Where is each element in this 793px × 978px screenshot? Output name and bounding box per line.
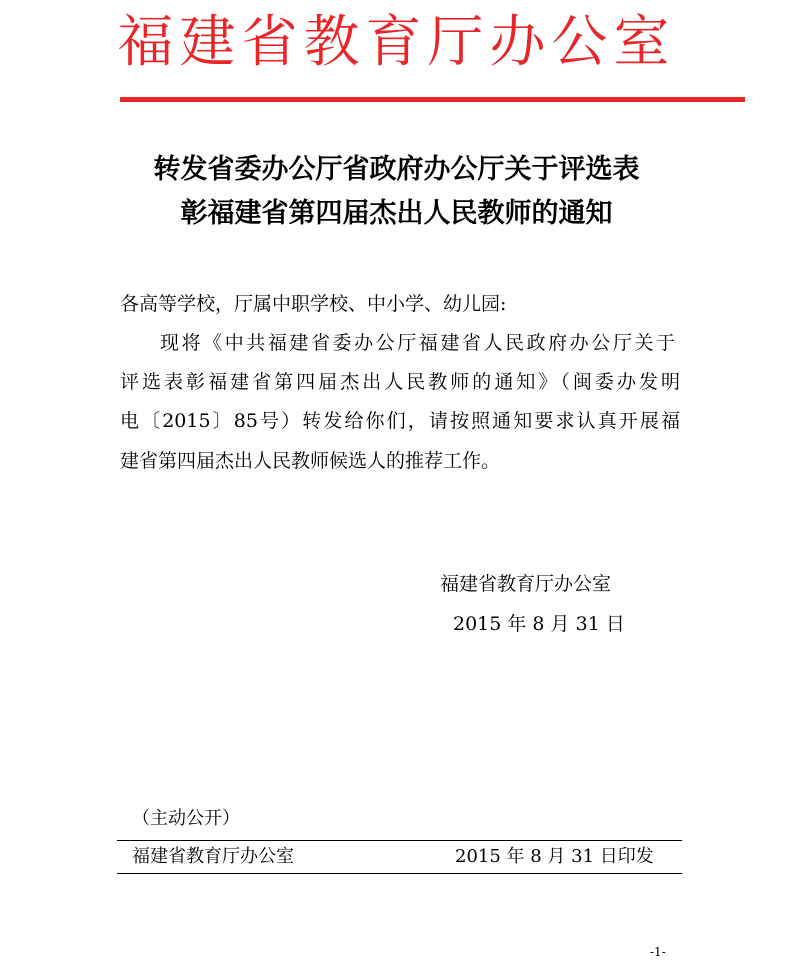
body-line-1: 现将《中共福建省委办公厅福建省人民政府办公厅关于 (160, 332, 675, 354)
footer-rule-top (117, 840, 682, 841)
footer-issuer: 福建省教育厅办公室 (132, 846, 294, 867)
body-line-3: 电〔2015〕85号）转发给你们，请按照通知要求认真开展福 (120, 410, 680, 432)
body-line-4: 建省第四届杰出人民教师候选人的推荐工作。 (120, 450, 501, 472)
signature-date: 2015 年 8 月 31 日 (453, 613, 625, 635)
disclosure-label: （主动公开） (132, 808, 240, 829)
salutation: 各高等学校，厅属中职学校、中小学、幼儿园: (120, 293, 507, 315)
document-title-line-2: 彰福建省第四届杰出人民教师的通知 (180, 198, 613, 229)
masthead-title: 福建省教育厅办公室 (117, 10, 676, 75)
document-title-line-1: 转发省委办公厅省政府办公厅关于评选表 (153, 154, 640, 185)
signature-organization: 福建省教育厅办公室 (440, 573, 612, 595)
document-title (0, 148, 793, 236)
masthead-red-rule (120, 97, 745, 102)
page-number: -1- (650, 945, 666, 959)
body-line-2: 评选表彰福建省第四届杰出人民教师的通知》（闽委办发明 (120, 371, 680, 393)
footer-rule-bottom (117, 873, 682, 874)
footer-issue-date: 2015 年 8 月 31 日印发 (455, 846, 654, 867)
